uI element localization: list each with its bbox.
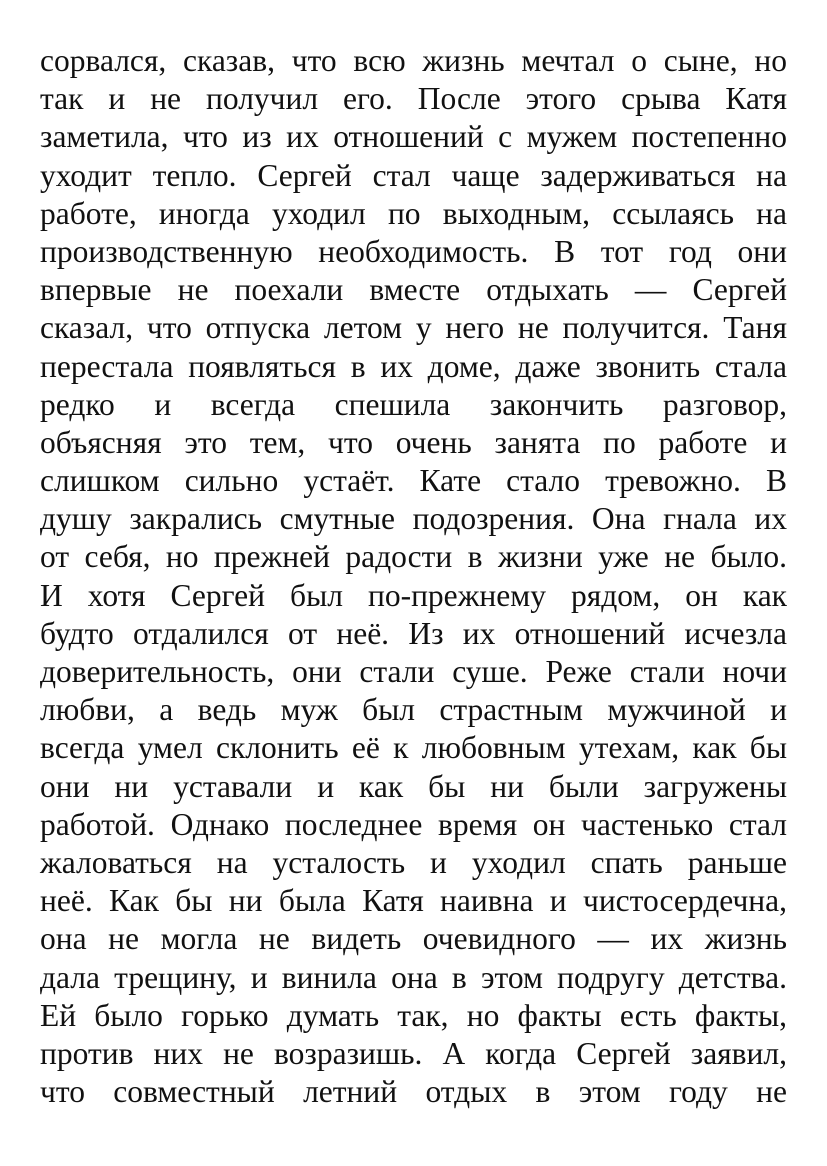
text-line: доверительность, они стали суше. Реже стали ночи [40, 654, 787, 689]
text-line: любви, а ведь муж был страстным мужчиной и [40, 692, 787, 728]
text-line: Ей было горько думать так, но факты есть факты, [40, 997, 787, 1033]
text-line: всегда умел склонить её к любовным утехам, как бы [40, 730, 787, 766]
text-line: они ни уставали и как бы ни были загружены [40, 768, 787, 804]
text-line: сорвался, сказав, что всю жизнь мечтал о сыне, но [40, 43, 787, 78]
text-line: что совместный летний отдых в этом году не [40, 1074, 787, 1110]
text-line: неё. Как бы ни была Катя наивна и чистосердечна, [40, 883, 787, 919]
text-line: работе, иногда уходил по выходным, ссылаясь на [40, 195, 787, 231]
text-line: она не могла не видеть очевидного — их жизнь [40, 921, 787, 957]
text-line: производственную необходимость. В тот год они [40, 233, 787, 269]
document-page [40, 42, 787, 1111]
text-line: уходит тепло. Сергей стал чаще задерживаться на [40, 157, 787, 193]
text-line: слишком сильно устаёт. Кате стало тревожно. В [40, 463, 787, 499]
text-line: объясняя это тем, что очень занята по работе и [40, 424, 787, 460]
text-line: будто отдалился от неё. Из их отношений исчезла [40, 615, 787, 651]
text-line: сказал, что отпуска летом у него не получится. Таня [40, 310, 787, 346]
text-line: заметила, что из их отношений с мужем постепенно [40, 119, 787, 155]
text-line: работой. Однако последнее время он частенько стал [40, 806, 787, 842]
text-line: впервые не поехали вместе отдыхать — Сергей [40, 272, 787, 308]
text-line: против них не возразишь. А когда Сергей заявил, [40, 1035, 787, 1071]
text-line: от себя, но прежней радости в жизни уже не было. [40, 539, 787, 575]
text-line: жаловаться на усталость и уходил спать раньше [40, 844, 787, 880]
text-line: перестала появляться в их доме, даже звонить стала [40, 348, 787, 384]
text-line: дала трещину, и винила она в этом подругу детства. [40, 959, 787, 995]
text-line: так и не получил его. После этого срыва Катя [40, 81, 787, 117]
text-line: И хотя Сергей был по-прежнему рядом, он как [40, 577, 787, 613]
text-line: душу закрались смутные подозрения. Она гнала их [40, 501, 787, 537]
text-line: редко и всегда спешила закончить разговор, [40, 386, 787, 422]
